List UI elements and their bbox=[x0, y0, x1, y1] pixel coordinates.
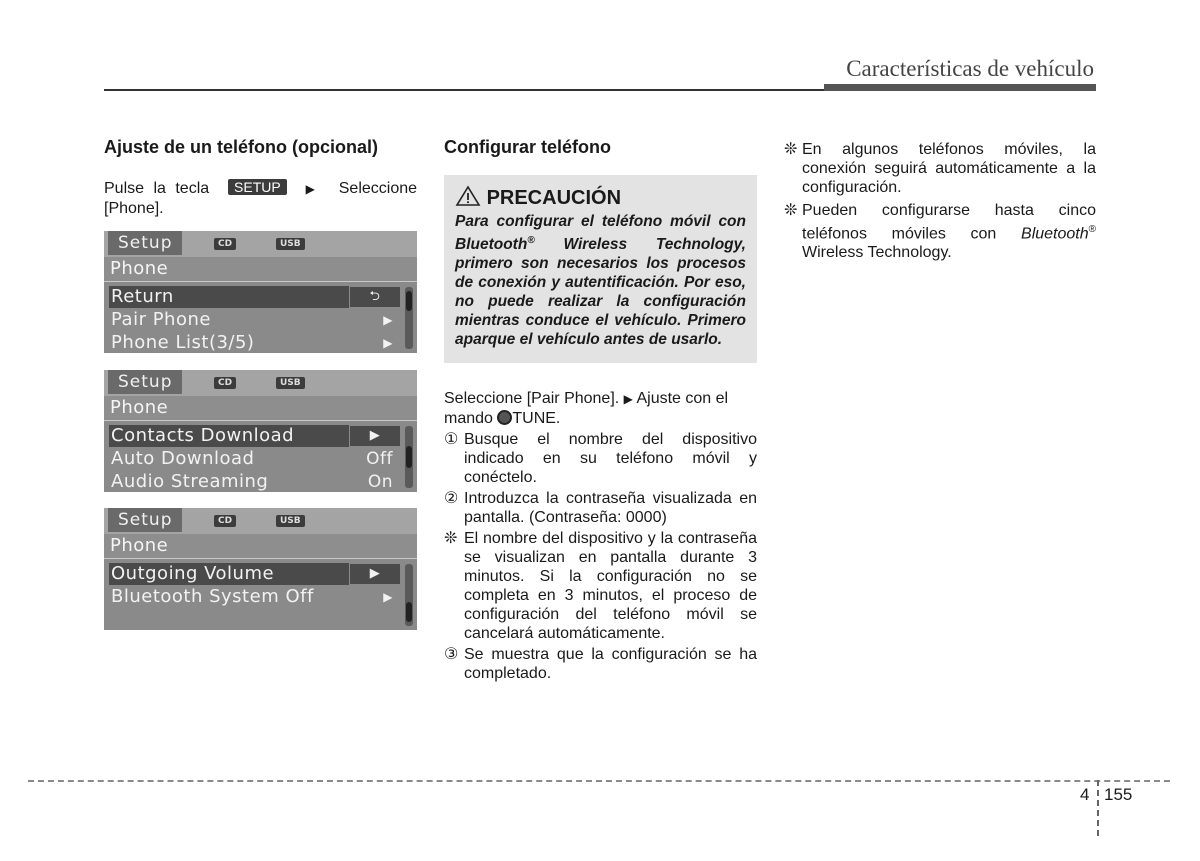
step-item bbox=[444, 430, 757, 487]
arrow-right-icon: ▶ bbox=[350, 426, 400, 446]
lcd-scrollbar[interactable] bbox=[405, 426, 413, 488]
lcd-subtitle: Phone bbox=[104, 257, 417, 282]
page-number: 155 bbox=[1104, 785, 1133, 804]
step-item bbox=[444, 489, 757, 527]
lcd-screen-2 bbox=[104, 370, 417, 492]
tune-knob-icon bbox=[497, 410, 512, 425]
lcd-menu-item-auto-download[interactable] bbox=[104, 448, 417, 470]
note2-italic: Bluetooth bbox=[1021, 225, 1089, 243]
menu-label: Contacts Download bbox=[111, 425, 295, 446]
step-text: Se muestra que la configuración se ha completado. bbox=[464, 646, 757, 683]
menu-label: Audio Streaming bbox=[111, 471, 269, 492]
lcd-screen-1 bbox=[104, 231, 417, 353]
note-marker: ❊ bbox=[784, 141, 798, 158]
lcd-menu-item-audio-streaming[interactable] bbox=[104, 471, 417, 493]
menu-label: Auto Download bbox=[111, 448, 255, 469]
cd-badge: CD bbox=[214, 238, 236, 250]
menu-label: Pair Phone bbox=[111, 309, 211, 330]
header-rule-accent bbox=[824, 84, 1096, 91]
arrow-right-icon: ▶ bbox=[623, 392, 633, 407]
registered-mark: ® bbox=[1088, 224, 1096, 235]
select-instruction bbox=[444, 389, 757, 428]
menu-label: Outgoing Volume bbox=[111, 563, 275, 584]
step-item bbox=[444, 645, 757, 683]
warning-triangle-icon bbox=[455, 185, 481, 207]
footer-rule bbox=[28, 780, 1170, 782]
intro-pre: Pulse la tecla bbox=[104, 180, 210, 197]
menu-label: Bluetooth System Off bbox=[111, 586, 314, 607]
tune-label: TUNE. bbox=[512, 410, 561, 428]
lcd-tab-setup: Setup bbox=[108, 231, 182, 255]
lcd-tab-setup: Setup bbox=[108, 508, 182, 532]
menu-label: Phone List(3/5) bbox=[111, 332, 255, 353]
caution-body-part1: Para configurar el teléfono móvil con Bluetooth bbox=[455, 213, 746, 254]
note2-pre: Pueden configurarse hasta cinco teléfonos móviles con bbox=[802, 202, 1096, 243]
section-heading-configure-phone: Configurar teléfono bbox=[444, 137, 611, 157]
footer-divider bbox=[1097, 780, 1099, 836]
column-2 bbox=[444, 138, 757, 685]
note-item bbox=[784, 201, 1096, 262]
note-item bbox=[784, 140, 1096, 197]
caution-title bbox=[455, 185, 746, 208]
note-text bbox=[802, 201, 1096, 262]
return-icon: ⮌ bbox=[350, 287, 400, 307]
note-item bbox=[444, 529, 757, 643]
auto-download-value: Off bbox=[366, 449, 393, 469]
section-heading-phone-setup: Ajuste de un teléfono (opcional) bbox=[104, 137, 378, 157]
arrow-right-icon: ▶ bbox=[383, 590, 393, 604]
setup-key-badge: SETUP bbox=[228, 179, 287, 195]
lcd-scrollbar[interactable] bbox=[405, 287, 413, 349]
note-marker: ❊ bbox=[444, 530, 458, 548]
lcd-topbar bbox=[104, 508, 417, 534]
column-3 bbox=[784, 140, 1096, 264]
column-1 bbox=[104, 138, 417, 218]
caution-title-text: PRECAUCIÓN bbox=[486, 187, 622, 209]
caution-body-part2: Wireless Technology, primero son necesarios los procesos de conexión y autentificación. Por eso, no puede realizar la configuración mientras conduce el vehículo. Primero aparque el vehículo antes de usarlo. bbox=[455, 236, 746, 349]
cd-badge: CD bbox=[214, 515, 236, 527]
intro-paragraph bbox=[104, 179, 417, 218]
arrow-right-icon: ▶ bbox=[383, 313, 393, 327]
lcd-topbar bbox=[104, 370, 417, 396]
lcd-menu-item-pair-phone[interactable] bbox=[104, 309, 417, 331]
step-marker: ① bbox=[444, 431, 459, 449]
lcd-subtitle: Phone bbox=[104, 396, 417, 421]
lcd-menu-item-return[interactable] bbox=[104, 286, 417, 308]
step-text: Introduzca la contraseña visualizada en pantalla. (Contraseña: 0000) bbox=[464, 490, 757, 527]
lcd-topbar bbox=[104, 231, 417, 257]
audio-streaming-value: On bbox=[367, 472, 393, 492]
usb-badge: USB bbox=[276, 377, 305, 389]
step-text: Busque el nombre del dispositivo indicado en su teléfono móvil y conéctelo. bbox=[464, 431, 757, 487]
note2-post: Wireless Technology. bbox=[802, 244, 952, 262]
lcd-scrollbar[interactable] bbox=[405, 564, 413, 626]
lcd-tab-setup: Setup bbox=[108, 370, 182, 394]
lcd-menu-item-contacts-download[interactable] bbox=[104, 425, 417, 447]
usb-badge: USB bbox=[276, 515, 305, 527]
lcd-screen-3 bbox=[104, 508, 417, 630]
intro-post: Seleccione [Phone]. bbox=[104, 180, 418, 217]
step-marker: ② bbox=[444, 490, 459, 508]
usb-badge: USB bbox=[276, 238, 305, 250]
note-text: El nombre del dispositivo y la contraseña se visualizan en pantalla durante 3 minutos. Si la configuración no se completa en 3 minutos, el proceso de configuración del teléfono móvil se cancelará automáticamente. bbox=[464, 530, 757, 643]
arrow-right-icon: ▶ bbox=[350, 564, 400, 584]
registered-mark: ® bbox=[527, 235, 535, 246]
tune-knob-text: Ajuste con el mando bbox=[444, 390, 729, 428]
running-header-title: Características de vehículo bbox=[846, 56, 1094, 81]
caution-box bbox=[444, 175, 757, 363]
lcd-menu-item-outgoing-volume[interactable] bbox=[104, 563, 417, 585]
caution-body bbox=[455, 212, 746, 349]
menu-label: Return bbox=[111, 286, 174, 307]
arrow-right-icon: ▶ bbox=[383, 336, 393, 350]
select-pair-phone-text: Seleccione [Pair Phone]. bbox=[444, 390, 620, 408]
lcd-menu-item-bluetooth-system-off[interactable] bbox=[104, 586, 417, 608]
note-marker: ❊ bbox=[784, 202, 798, 219]
step-marker: ③ bbox=[444, 646, 459, 664]
lcd-menu-item-phone-list[interactable] bbox=[104, 332, 417, 354]
note-text: En algunos teléfonos móviles, la conexión seguirá automáticamente a la configuración. bbox=[802, 141, 1096, 196]
chapter-number: 4 bbox=[1080, 785, 1090, 804]
lcd-subtitle: Phone bbox=[104, 534, 417, 559]
arrow-right-icon: ▶ bbox=[305, 182, 320, 196]
cd-badge: CD bbox=[214, 377, 236, 389]
